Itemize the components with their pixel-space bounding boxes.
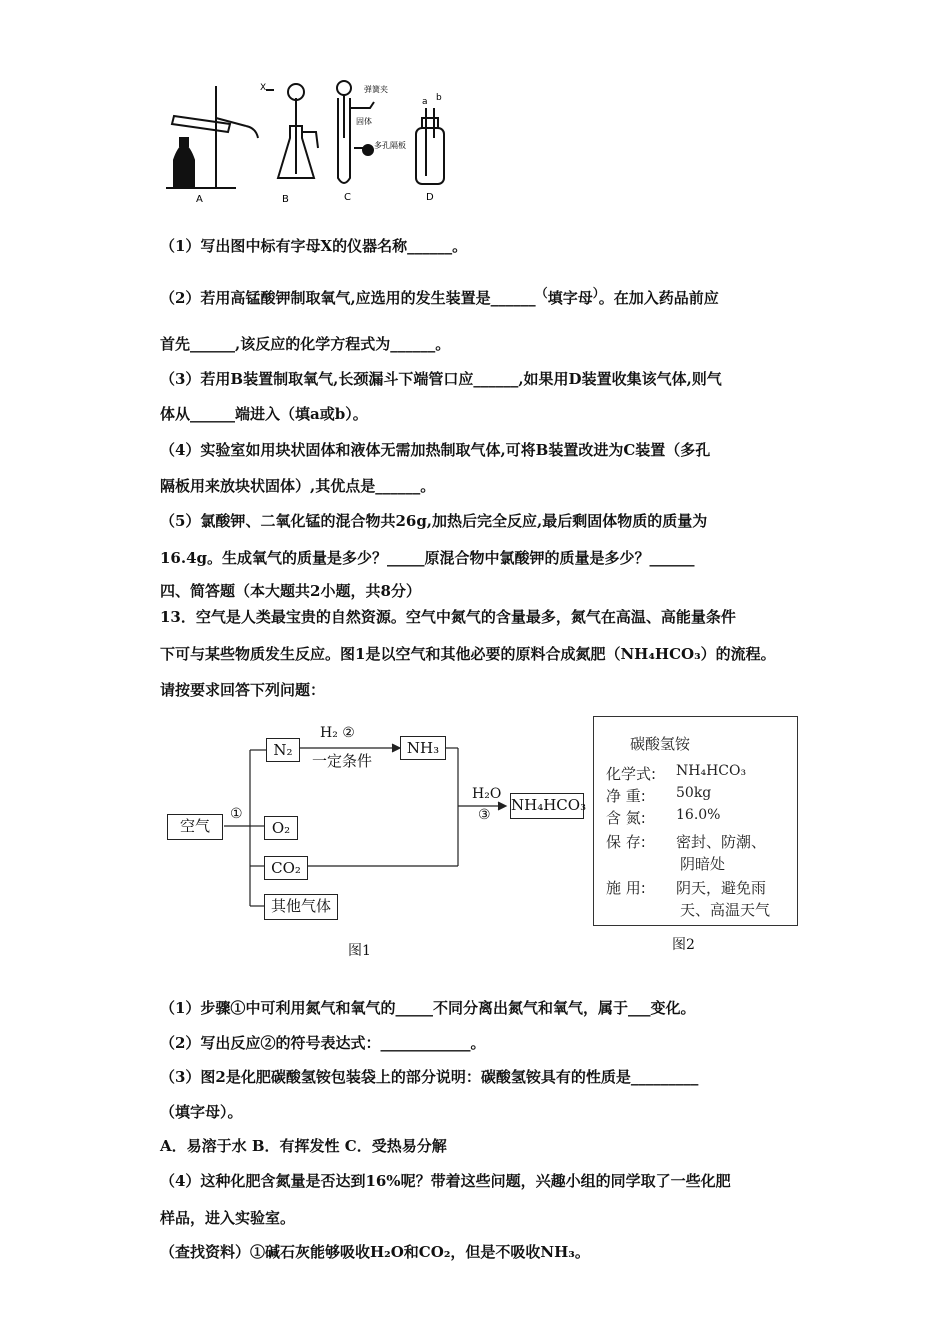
apparatus-figure [160,78,460,208]
q12-part2-line1: （2）若用高锰酸钾制取氧气,应选用的发生装置是______（填字母）。在加入药品前应 [160,286,719,307]
q12-part4-line1: （4）实验室如用块状固体和液体无需加热制取气体,可将B装置改进为C装置（多孔 [160,441,711,459]
q12-part5-line1: （5）氯酸钾、二氧化锰的混合物共26g,加热后完全反应,最后剩固体物质的质量为 [160,512,708,530]
svg-text:a: a [422,97,428,107]
q12-part1: （1）写出图中标有字母X的仪器名称______。 [160,237,468,255]
svg-text:D: D [426,192,434,203]
svg-text:C: C [344,192,351,203]
q12-part4-line2: 隔板用来放块状固体）,其优点是______。 [160,477,436,495]
flow-product-box: NH₄HCO₃ [510,793,584,819]
q12-part5-line2: 16.4g。生成氧气的质量是多少？_____原混合物中氯酸钾的质量是多少？______ [160,549,695,567]
svg-text:固体: 固体 [356,117,372,126]
flow-n2-box: N₂ [266,738,300,762]
card-store-val2: 阴暗处 [680,855,726,873]
q13-step4-line2: 样品，进入实验室。 [160,1209,296,1227]
q13-step2: （2）写出反应②的符号表达式：____________。 [160,1034,486,1052]
q13-resource: （查找资料）①碱石灰能够吸收H₂O和CO₂，但是不吸收NH₃。 [160,1243,590,1261]
card-formula-key: 化学式: [606,765,657,783]
card-n-val: 16.0% [676,807,721,823]
svg-text:X: X [260,83,267,93]
figure1-caption: 图1 [348,943,371,959]
flow-o2-box: O₂ [264,816,298,840]
q13-step4-line1: （4）这种化肥含氮量是否达到16%呢？带着这些问题，兴趣小组的同学取了一些化肥 [160,1172,731,1190]
flow-nh3-box: NH₃ [400,736,446,760]
flow-other-box: 其他气体 [264,894,338,920]
q13-intro-line2: 下可与某些物质发生反应。图1是以空气和其他必要的原料合成氮肥（NH₄HCO₃）的流程。 [160,645,776,663]
svg-text:b: b [436,93,442,103]
card-n-key: 含 氮: [606,809,646,827]
q12-part3-line2: 体从______端进入（填a或b）。 [160,405,368,423]
flow-connectors [160,720,590,940]
q12-part3-line1: （3）若用B装置制取氧气,长颈漏斗下端管口应______,如果用D装置收集该气体,则气 [160,370,722,388]
flow-step1: ① [230,806,243,822]
card-apply-key: 施 用: [606,879,646,897]
card-formula-val: NH₄HCO₃ [676,763,747,779]
flow-h2-step2: H₂ ② [320,725,355,741]
flow-air-box: 空气 [167,814,223,840]
q13-options: A．易溶于水 B．有挥发性 C．受热易分解 [160,1137,447,1155]
fertilizer-label-card [593,716,798,926]
svg-text:多孔隔板: 多孔隔板 [374,141,406,150]
card-apply-val1: 阴天，避免雨 [676,879,767,897]
figure2-caption: 图2 [672,937,695,953]
card-apply-val2: 天、高温天气 [680,901,771,919]
svg-text:弹簧夹: 弹簧夹 [364,85,388,94]
flow-co2-box: CO₂ [264,856,308,880]
q13-intro-line3: 请按要求回答下列问题： [160,681,326,699]
flow-step3: ③ [478,807,491,823]
flow-h2o: H₂O [472,786,502,802]
card-store-val1: 密封、防潮、 [676,833,767,851]
q13-step3-line1: （3）图2是化肥碳酸氢铵包装袋上的部分说明：碳酸氢铵具有的性质是_________ [160,1068,699,1086]
svg-text:A: A [196,194,203,205]
flow-condition: 一定条件 [312,752,373,770]
card-store-key: 保 存: [606,833,646,851]
card-net-key: 净 重: [606,787,646,805]
card-net-val: 50kg [676,785,712,801]
q13-step3-line2: （填字母）。 [160,1103,243,1121]
section-heading: 四、简答题（本大题共2小题，共8分） [160,582,421,600]
card-title: 碳酸氢铵 [630,735,691,753]
q13-intro-line1: 13．空气是人类最宝贵的自然资源。空气中氮气的含量最多，氮气在高温、高能量条件 [160,608,736,626]
q13-step1: （1）步骤①中可利用氮气和氧气的_____不同分离出氮气和氧气，属于___变化。 [160,999,696,1017]
q12-part2-line2: 首先______,该反应的化学方程式为______。 [160,335,451,353]
svg-text:B: B [282,194,289,205]
